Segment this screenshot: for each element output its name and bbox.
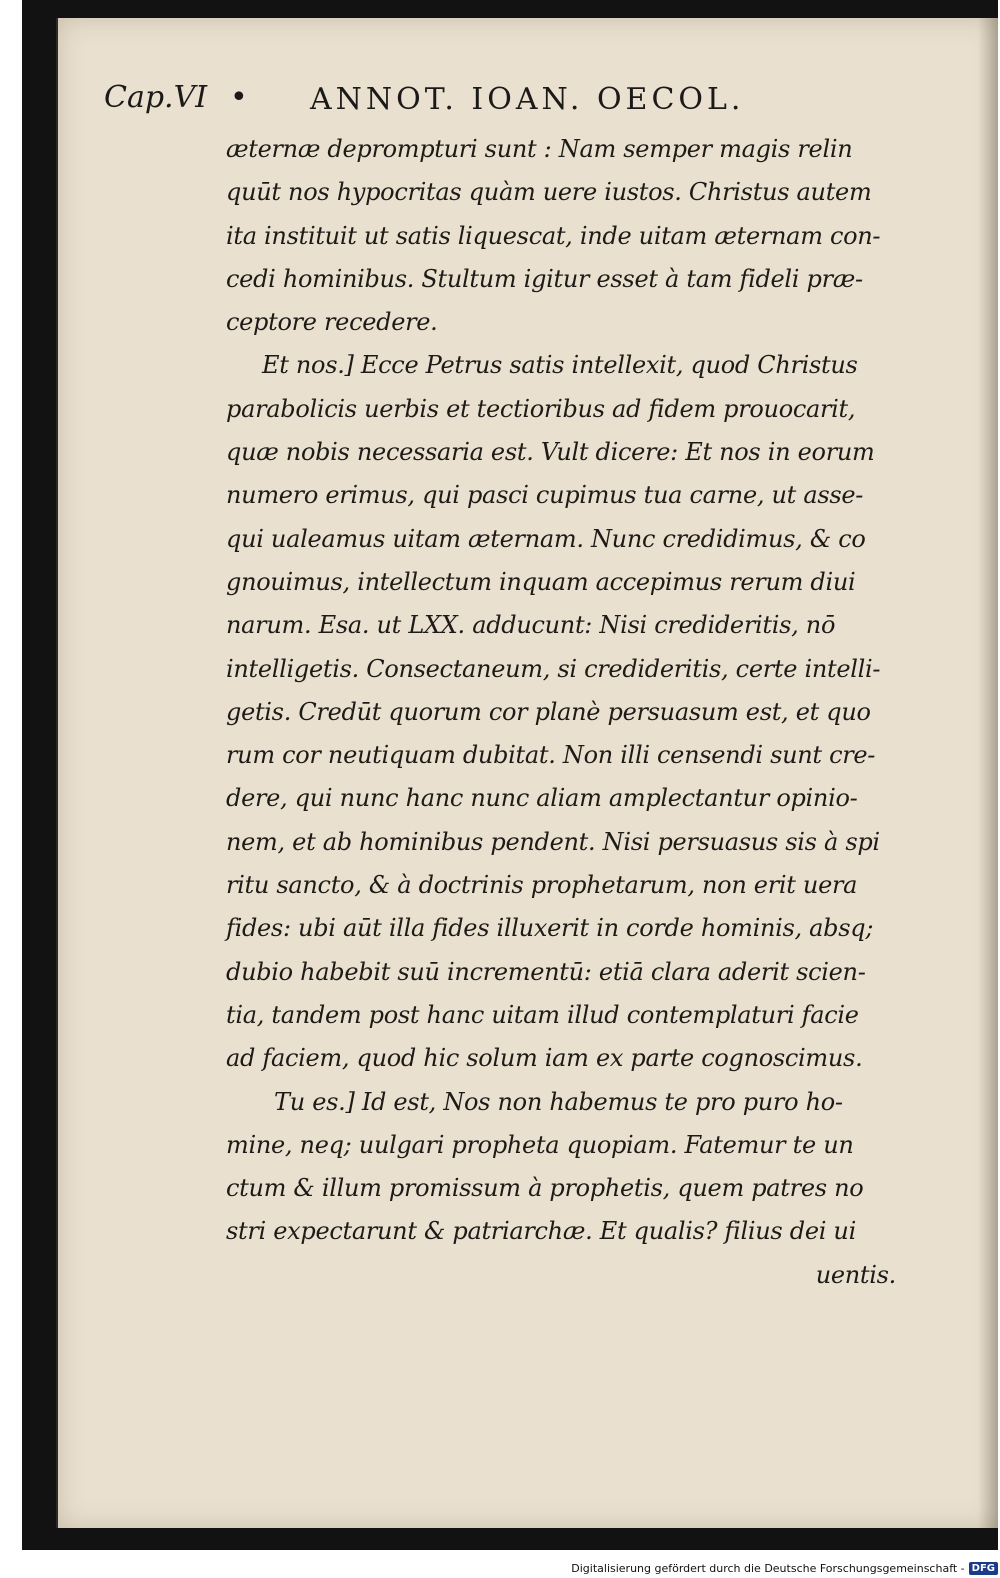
funding-notice: Digitalisierung gefördert durch die Deutsche Forschungsgemeinschaft - xyxy=(571,1561,965,1575)
text-line: tia, tandem post hanc uitam illud contemplaturi facie xyxy=(226,1000,859,1029)
text-line: narum. Esa. ut LXX. adducunt: Nisi credideritis, nō xyxy=(226,611,836,640)
text-line: parabolicis uerbis et tectioribus ad fidem prouocarit, xyxy=(226,394,856,423)
text-line: dere, qui nunc hanc nunc aliam amplectantur opinio- xyxy=(226,784,858,813)
running-head xyxy=(104,80,904,130)
text-line: ritu sancto, & à doctrinis prophetarum, non erit uera xyxy=(226,871,858,900)
text-line: ad faciem, quod hic solum iam ex parte cognoscimus. xyxy=(226,1044,863,1073)
text-line: gnouimus, intellectum inquam accepimus rerum diui xyxy=(226,567,856,596)
dfg-logo: DFG xyxy=(969,1562,998,1575)
text-line: nem, et ab hominibus pendent. Nisi persuasus sis à spi xyxy=(226,827,880,856)
running-head-separator: • xyxy=(230,80,248,115)
text-line: qui ualeamus uitam æternam. Nunc credidimus, & co xyxy=(226,524,866,553)
text-line: stri expectarunt & patriarchæ. Et qualis? filius dei ui xyxy=(226,1217,856,1246)
text-line: cedi hominibus. Stultum igitur esset à tam fideli præ- xyxy=(226,264,863,293)
text-line: quūt nos hypocritas quàm uere iustos. Christus autem xyxy=(226,178,872,207)
text-line: mine, neq; uulgari propheta quopiam. Fatemur te un xyxy=(226,1130,854,1159)
digitization-footer xyxy=(571,1558,1000,1578)
text-line: rum cor neutiquam dubitat. Non illi censendi sunt cre- xyxy=(226,741,876,770)
running-head-title: ANNOT. IOAN. OECOL. xyxy=(310,82,745,117)
text-line: dubio habebit suū incrementū: etiā clara aderit scien- xyxy=(226,957,866,986)
text-line: quæ nobis necessaria est. Vult dicere: Et nos in eorum xyxy=(226,438,875,467)
text-line: numero erimus, qui pasci cupimus tua carne, ut asse- xyxy=(226,481,864,510)
text-line: ceptore recedere. xyxy=(226,308,438,337)
text-line: uentis. xyxy=(815,1260,896,1289)
text-line: Et nos.] Ecce Petrus satis intellexit, quod Christus xyxy=(262,351,858,380)
text-line: æternæ deprompturi sunt : Nam semper magis relin xyxy=(226,135,853,163)
text-line: getis. Credūt quorum cor planè persuasum est, et quo xyxy=(226,697,871,726)
text-line: fides: ubi aūt illa fides illuxerit in corde hominis, absq; xyxy=(226,914,874,943)
text-line: ita instituit ut satis liquescat, inde uitam æternam con- xyxy=(226,221,881,250)
text-line: ctum & illum promissum à prophetis, quem patres no xyxy=(226,1174,864,1203)
chapter-label: Cap.VI xyxy=(104,80,208,115)
body-text xyxy=(226,128,896,1297)
text-line: Tu es.] Id est, Nos non habemus te pro puro ho- xyxy=(274,1087,843,1116)
text-line: intelligetis. Consectaneum, si credideritis, certe intelli- xyxy=(226,654,881,683)
